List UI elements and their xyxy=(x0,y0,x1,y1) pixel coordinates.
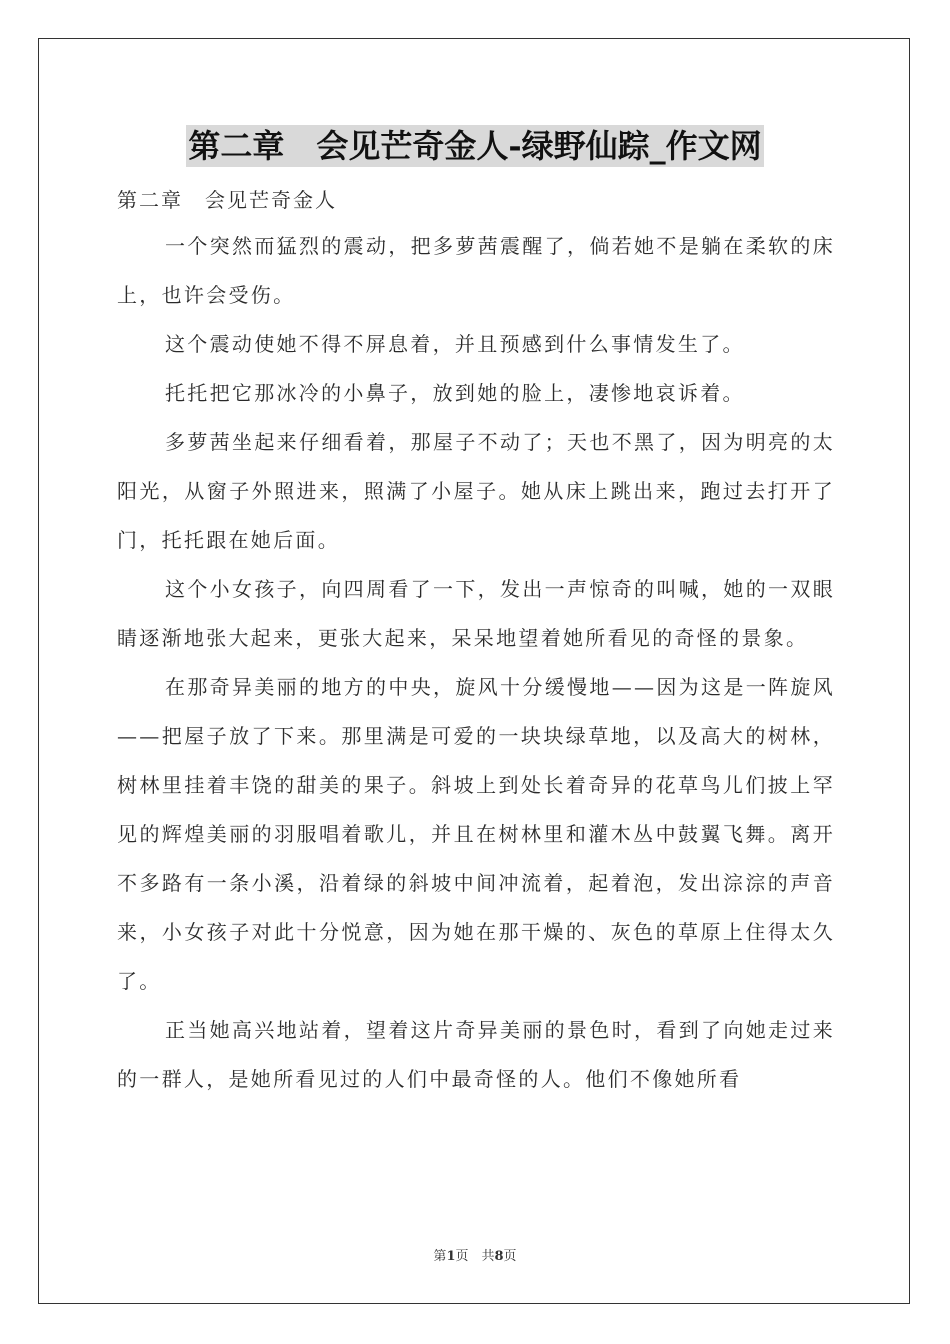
title-container xyxy=(0,125,950,167)
chapter-heading: 第二章 会见芒奇金人 xyxy=(117,188,337,212)
paragraph-5: 这个小女孩子，向四周看了一下，发出一声惊奇的叫喊，她的一双眼睛逐渐地张大起来，更张大起来，呆呆地望着她所看见的奇怪的景象。 xyxy=(117,577,835,650)
footer-page-total: 8 xyxy=(494,1249,504,1264)
paragraph-3: 托托把它那冰冷的小鼻子，放到她的脸上，凄惨地哀诉着。 xyxy=(165,381,745,405)
document-title: 第二章 会见芒奇金人-绿野仙踪_作文网 xyxy=(188,127,762,165)
paragraph-2: 这个震动使她不得不屏息着，并且预感到什么事情发生了。 xyxy=(165,332,745,356)
footer-page-current: 1 xyxy=(446,1249,456,1264)
paragraph-4: 多萝茜坐起来仔细看着，那屋子不动了；天也不黑了，因为明亮的太阳光，从窗子外照进来，照满了小屋子。她从床上跳出来，跑过去打开了门，托托跟在她后面。 xyxy=(117,430,835,552)
paragraph-7: 正当她高兴地站着，望着这片奇异美丽的景色时，看到了向她走过来的一群人，是她所看见过的人们中最奇怪的人。他们不像她所看 xyxy=(117,1018,835,1091)
paragraph-6: 在那奇异美丽的地方的中央，旋风十分缓慢地——因为这是一阵旋风——把屋子放了下来。那里满是可爱的一块块绿草地，以及高大的树林，树林里挂着丰饶的甜美的果子。斜坡上到处长着奇异的花草鸟儿们披上罕见的辉煌美丽的羽服唱着歌儿，并且在树林里和灌木丛中鼓翼飞舞。离开不多路有一条小溪，沿着绿的斜坡中间冲流着，起着泡，发出淙淙的声音来，小女孩子对此十分悦意，因为她在那干燥的、灰色的草原上住得太久了。 xyxy=(117,675,835,993)
document-body xyxy=(117,178,835,1104)
footer-mid: 页 共 xyxy=(455,1249,495,1264)
footer-suffix: 页 xyxy=(503,1249,517,1264)
paragraph-1: 一个突然而猛烈的震动，把多萝茜震醒了，倘若她不是躺在柔软的床上，也许会受伤。 xyxy=(117,234,835,307)
footer-prefix: 第 xyxy=(433,1249,447,1264)
page-footer xyxy=(0,1245,950,1264)
